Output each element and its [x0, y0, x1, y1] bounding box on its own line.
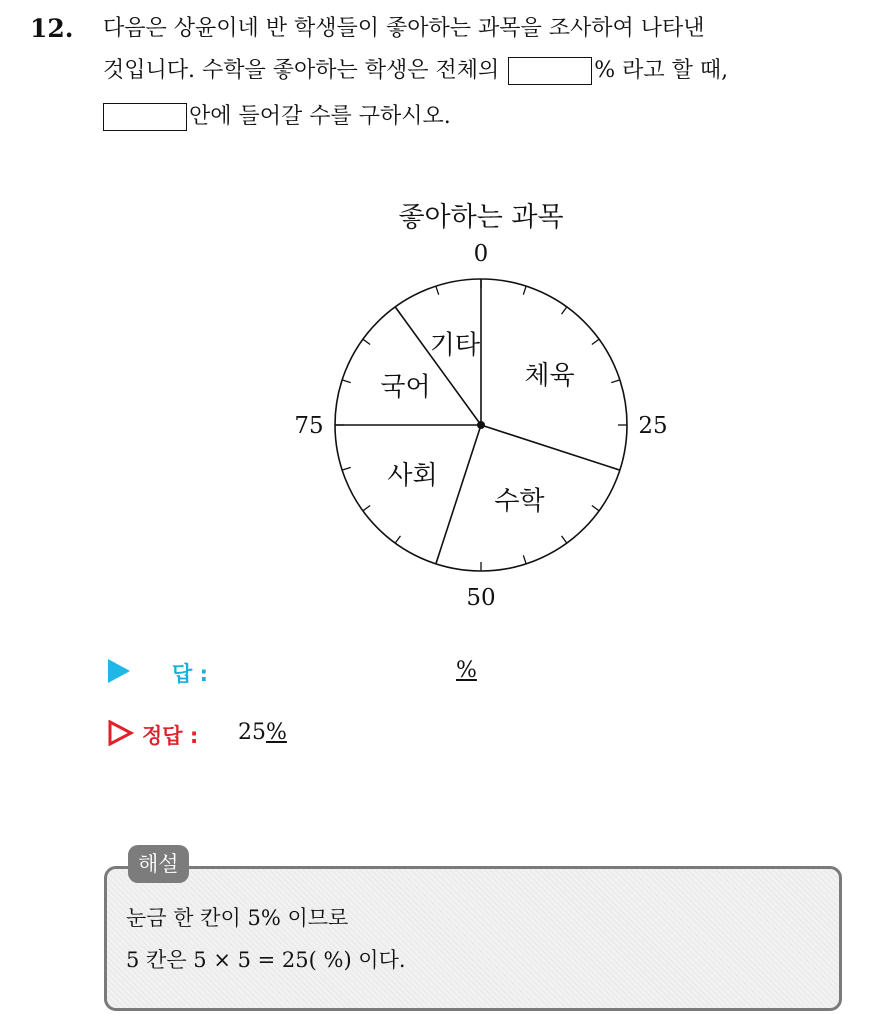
play-triangle-icon — [108, 659, 130, 683]
explanation-line-2: 5 칸은 5 × 5 = 25( %) 이다. — [126, 948, 406, 972]
pie-center-dot — [477, 421, 485, 429]
correct-answer-row — [108, 720, 287, 748]
pie-slice-boundary — [436, 425, 481, 564]
pie-tick — [523, 286, 526, 295]
pie-tick — [611, 380, 620, 383]
pie-tick — [562, 536, 567, 543]
pie-tick — [592, 506, 599, 511]
pie-tick — [363, 506, 370, 511]
explanation-box — [104, 866, 842, 1011]
explanation-line-1: 눈금 한 칸이 5% 이므로 — [126, 906, 349, 930]
pie-scale-label: 25 — [638, 413, 668, 439]
pie-slice-label: 기타 — [429, 330, 480, 361]
answer-row — [108, 658, 477, 686]
question-line-2-suffix: % 라고 할 때, — [594, 58, 729, 83]
pie-scale-label: 0 — [473, 241, 489, 267]
explanation-tag: 해설 — [128, 845, 189, 883]
correct-value: 25% — [238, 720, 287, 745]
pie-tick — [342, 380, 351, 383]
pie-slice-label: 체육 — [524, 361, 575, 392]
pie-slice-boundary — [395, 307, 481, 425]
pie-tick — [562, 307, 567, 314]
pie-slice-label: 사회 — [387, 460, 438, 491]
pie-tick — [523, 555, 526, 564]
pie-slice-label: 국어 — [380, 372, 431, 403]
question-line-1: 다음은 상윤이네 반 학생들이 좋아하는 과목을 조사하여 나타낸 — [103, 16, 705, 41]
pie-tick — [395, 536, 400, 543]
pie-scale-label: 75 — [294, 413, 324, 439]
pie-slice-boundary — [481, 425, 620, 470]
correct-label: 정답 : — [142, 724, 199, 748]
pie-tick — [363, 339, 370, 344]
pie-tick — [592, 339, 599, 344]
pie-tick — [342, 467, 351, 470]
question-line-2-text: 것입니다. 수학을 좋아하는 학생은 전체의 — [103, 58, 500, 83]
question-line-3-text: 안에 들어갈 수를 구하시오. — [189, 104, 451, 129]
answer-label: 답 : — [172, 662, 208, 686]
pie-slice-label: 수학 — [494, 486, 545, 517]
answer-unit: % — [456, 658, 477, 683]
outline-triangle-icon — [108, 720, 134, 746]
pie-scale-label: 50 — [466, 585, 496, 611]
pie-tick — [436, 286, 439, 295]
question-number: 12. — [30, 14, 74, 43]
chart-title: 좋아하는 과목 — [398, 202, 564, 233]
